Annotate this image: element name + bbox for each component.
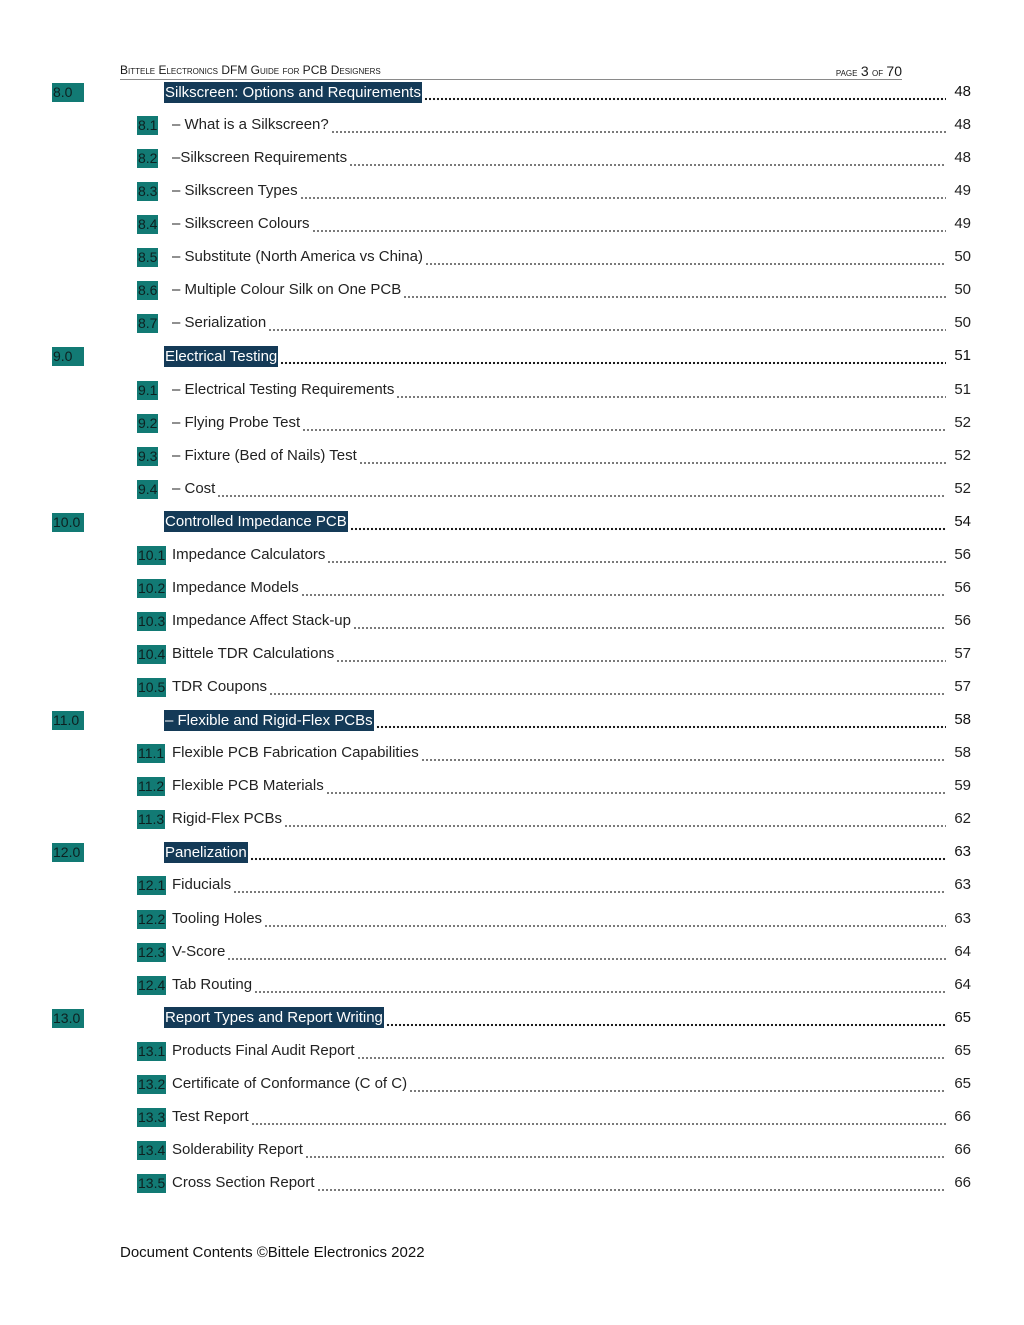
toc-subsection-entry[interactable]: [0, 410, 1024, 436]
toc-entry-page-number: 54: [954, 512, 971, 530]
toc-entry-body: [172, 972, 948, 998]
toc-entry-number: 10.5: [138, 679, 166, 696]
dot-leader: [233, 872, 946, 898]
toc-subsection-entry[interactable]: [0, 773, 1024, 799]
toc-entry-label[interactable]: – Flexible and Rigid-Flex PCBs: [165, 711, 373, 729]
toc-entry-label[interactable]: Report Types and Report Writing: [165, 1009, 383, 1027]
toc-entry-number: 12.4: [138, 976, 166, 993]
toc-entry-number: 8.5: [138, 249, 158, 266]
dot-leader: [425, 244, 946, 270]
toc-entry-body: [164, 1005, 948, 1031]
toc-entry-label[interactable]: Impedance Calculators: [172, 545, 326, 563]
dot-leader: [396, 377, 946, 403]
toc-entry-number: 10.4: [138, 646, 166, 663]
toc-entry-page-number: 65: [954, 1041, 971, 1059]
toc-entry-body: [172, 145, 948, 171]
dot-leader: [350, 509, 946, 535]
toc-entry-number: 8.3: [138, 183, 158, 200]
toc-entry-page-number: 66: [954, 1140, 971, 1158]
toc-subsection-entry[interactable]: [0, 277, 1024, 303]
toc-entry-page-number: 56: [954, 578, 971, 596]
toc-subsection-entry[interactable]: [0, 806, 1024, 832]
toc-entry-number: 11.3: [138, 811, 165, 828]
toc-entry-label[interactable]: Silkscreen: Options and Requirements: [165, 83, 421, 101]
toc-entry-number: 9.1: [138, 381, 158, 398]
toc-entry-number: 13.4: [138, 1141, 166, 1158]
toc-subsection-entry[interactable]: [0, 476, 1024, 502]
toc-subsection-entry[interactable]: [0, 178, 1024, 204]
toc-entry-page-number: 64: [954, 975, 971, 993]
toc-section-entry[interactable]: [0, 79, 1024, 105]
toc-subsection-entry[interactable]: [0, 608, 1024, 634]
page-prefix: page: [835, 65, 858, 79]
toc-entry-number: 8.1: [138, 117, 158, 134]
dot-leader: [331, 112, 946, 138]
document-title: Bittele Electronics DFM Guide for PCB Designers: [120, 63, 381, 77]
toc-entry-body: [172, 806, 948, 832]
toc-entry-page-number: 51: [954, 347, 971, 365]
toc-entry-body: [164, 839, 948, 865]
dot-leader: [353, 608, 946, 634]
toc-entry-number: 12.3: [138, 943, 166, 960]
toc-entry-label[interactable]: Products Final Audit Report: [172, 1041, 355, 1059]
toc-entry-label[interactable]: – Fixture (Bed of Nails) Test: [172, 446, 357, 464]
toc-entry-page-number: 52: [954, 479, 971, 497]
dot-leader: [302, 410, 946, 436]
toc-entry-page-number: 52: [954, 446, 971, 464]
toc-entry-number: 9.3: [138, 447, 158, 464]
toc-entry-page-number: 57: [954, 678, 971, 696]
toc-entry-label[interactable]: Solderability Report: [172, 1140, 303, 1158]
toc-entry-page-number: 49: [954, 215, 971, 233]
toc-entry-body: [172, 277, 948, 303]
toc-entry-page-number: 64: [954, 942, 971, 960]
toc-subsection-entry[interactable]: [0, 310, 1024, 336]
toc-entry-number: 10.3: [138, 612, 166, 629]
toc-subsection-entry[interactable]: [0, 1038, 1024, 1064]
toc-entry-label[interactable]: Fiducials: [172, 876, 232, 894]
toc-entry-body: [172, 740, 948, 766]
toc-entry-page-number: 62: [954, 810, 971, 828]
toc-entry-number: 11.1: [138, 745, 165, 762]
toc-entry-label[interactable]: TDR Coupons: [172, 678, 268, 696]
toc-entry-body: [172, 1137, 948, 1163]
dot-leader: [336, 641, 946, 667]
toc-entry-number: 12.2: [138, 910, 166, 927]
toc-entry-body: [172, 310, 948, 336]
toc-entry-number: 9.4: [138, 480, 158, 497]
dot-leader: [269, 674, 946, 700]
toc-entry-page-number: 66: [954, 1107, 971, 1125]
toc-subsection-entry[interactable]: [0, 211, 1024, 237]
toc-entry-body: [172, 773, 948, 799]
toc-entry-label[interactable]: Tooling Holes: [172, 909, 263, 927]
toc-entry-label[interactable]: – Multiple Colour Silk on One PCB: [172, 281, 402, 299]
toc-subsection-entry[interactable]: [0, 872, 1024, 898]
toc-entry-number: 8.6: [138, 282, 158, 299]
toc-entry-label[interactable]: – Silkscreen Types: [172, 182, 298, 200]
toc-entry-label[interactable]: Impedance Models: [172, 578, 299, 596]
page-indicator: [836, 63, 902, 79]
toc-entry-body: [164, 343, 948, 369]
toc-entry-page-number: 52: [954, 413, 971, 431]
toc-entry-label[interactable]: Panelization: [165, 843, 247, 861]
toc-entry-number: 10.0: [52, 513, 84, 532]
toc-entry-body: [164, 509, 948, 535]
toc-entry-number: 12.0: [52, 843, 84, 862]
toc-entry-body: [164, 79, 948, 105]
toc-entry-label[interactable]: Impedance Affect Stack-up: [172, 611, 351, 629]
toc-entry-body: [172, 178, 948, 204]
toc-entry-body: [172, 542, 948, 568]
toc-entry-label[interactable]: – Electrical Testing Requirements: [172, 380, 395, 398]
toc-subsection-entry[interactable]: [0, 575, 1024, 601]
toc-entry-number: 11.2: [138, 778, 165, 795]
toc-entry-page-number: 50: [954, 248, 971, 266]
toc-entry-number: 13.1: [138, 1042, 166, 1059]
toc-subsection-entry[interactable]: [0, 906, 1024, 932]
toc-entry-body: [172, 443, 948, 469]
toc-entry-body: [172, 1071, 948, 1097]
toc-entry-label[interactable]: – Substitute (North America vs China): [172, 248, 423, 266]
toc-entry-page-number: 49: [954, 182, 971, 200]
toc-entry-page-number: 50: [954, 281, 971, 299]
toc-entry-body: [172, 674, 948, 700]
toc-entry-label[interactable]: Bittele TDR Calculations: [172, 645, 335, 663]
toc-entry-number: 9.2: [138, 414, 158, 431]
toc-entry-body: [172, 1038, 948, 1064]
toc-entry-label[interactable]: Certificate of Conformance (C of C): [172, 1074, 408, 1092]
toc-entry-page-number: 57: [954, 645, 971, 663]
dot-leader: [386, 1005, 946, 1031]
toc-subsection-entry[interactable]: [0, 972, 1024, 998]
toc-entry-body: [172, 1104, 948, 1130]
toc-entry-page-number: 56: [954, 611, 971, 629]
toc-entry-body: [172, 410, 948, 436]
toc-subsection-entry[interactable]: [0, 377, 1024, 403]
dot-leader: [327, 542, 946, 568]
dot-leader: [217, 476, 946, 502]
toc-entry-label[interactable]: Tab Routing: [172, 975, 253, 993]
dot-leader: [326, 773, 946, 799]
dot-leader: [357, 1038, 946, 1064]
toc-entry-body: [172, 939, 948, 965]
page-total: 70: [886, 63, 902, 79]
toc-entry-page-number: 65: [954, 1074, 971, 1092]
toc-entry-body: [172, 244, 948, 270]
toc-subsection-entry[interactable]: [0, 443, 1024, 469]
toc-entry-label[interactable]: – Flying Probe Test: [172, 413, 301, 431]
toc-subsection-entry[interactable]: [0, 939, 1024, 965]
toc-entry-body: [172, 211, 948, 237]
dot-leader: [424, 79, 946, 105]
dot-leader: [300, 178, 946, 204]
dot-leader: [305, 1137, 946, 1163]
toc-entry-body: [164, 707, 948, 733]
toc-entry-page-number: 51: [954, 380, 971, 398]
toc-entry-page-number: 56: [954, 545, 971, 563]
toc-entry-number: 8.4: [138, 216, 158, 233]
toc-entry-number: 13.5: [138, 1174, 166, 1191]
toc-subsection-entry[interactable]: [0, 1104, 1024, 1130]
toc-subsection-entry[interactable]: [0, 674, 1024, 700]
toc-subsection-entry[interactable]: [0, 244, 1024, 270]
toc-entry-body: [172, 641, 948, 667]
toc-entry-page-number: 63: [954, 876, 971, 894]
dot-leader: [251, 1104, 946, 1130]
dot-leader: [227, 939, 946, 965]
toc-entry-label[interactable]: – Serialization: [172, 314, 267, 332]
toc-entry-label[interactable]: – What is a Silkscreen?: [172, 116, 329, 134]
toc-entry-label[interactable]: – Cost: [172, 479, 216, 497]
toc-entry-number: 13.3: [138, 1108, 166, 1125]
toc-entry-number: 12.1: [138, 877, 166, 894]
dot-leader: [359, 443, 946, 469]
dot-leader: [376, 707, 946, 733]
toc-section-entry[interactable]: [0, 1005, 1024, 1031]
dot-leader: [409, 1071, 946, 1097]
toc-entry-page-number: 65: [954, 1008, 971, 1026]
dot-leader: [421, 740, 946, 766]
toc-section-entry[interactable]: [0, 839, 1024, 865]
toc-entry-body: [172, 872, 948, 898]
toc-entry-body: [172, 377, 948, 403]
toc-entry-page-number: 48: [954, 83, 971, 100]
toc-section-entry[interactable]: [0, 707, 1024, 733]
toc-entry-body: [172, 608, 948, 634]
toc-subsection-entry[interactable]: [0, 1137, 1024, 1163]
page-current: 3: [860, 63, 869, 79]
toc-entry-label[interactable]: Controlled Impedance PCB: [165, 513, 347, 531]
dot-leader: [349, 145, 946, 171]
toc-subsection-entry[interactable]: [0, 112, 1024, 138]
toc-entry-number: 8.2: [138, 150, 158, 167]
toc-entry-number: 9.0: [52, 347, 84, 366]
toc-section-entry[interactable]: [0, 343, 1024, 369]
toc-subsection-entry[interactable]: [0, 641, 1024, 667]
toc-entry-page-number: 59: [954, 777, 971, 795]
toc-entry-number: 8.0: [52, 83, 84, 102]
page-of: of: [871, 65, 884, 79]
dot-leader: [312, 211, 946, 237]
toc-section-entry[interactable]: [0, 509, 1024, 535]
toc-entry-label[interactable]: Test Report: [172, 1107, 249, 1125]
toc-entry-page-number: 66: [954, 1173, 971, 1191]
toc-entry-number: 8.7: [138, 315, 158, 332]
toc-entry-page-number: 48: [954, 149, 971, 167]
toc-entry-number: 11.0: [52, 711, 84, 730]
toc-entry-label[interactable]: – Silkscreen Colours: [172, 215, 310, 233]
toc-subsection-entry[interactable]: [0, 1170, 1024, 1196]
toc-entry-body: [172, 906, 948, 932]
toc-entry-label[interactable]: Cross Section Report: [172, 1173, 315, 1191]
toc-entry-label[interactable]: Flexible PCB Materials: [172, 777, 324, 795]
toc-entry-number: 10.1: [138, 546, 166, 563]
toc-entry-label[interactable]: –Silkscreen Requirements: [172, 149, 348, 167]
toc-entry-page-number: 63: [954, 909, 971, 927]
dot-leader: [284, 806, 946, 832]
page-footer: Document Contents ©Bittele Electronics 2022: [120, 1244, 425, 1261]
toc-entry-page-number: 58: [954, 744, 971, 762]
toc-entry-label[interactable]: Electrical Testing: [165, 347, 278, 365]
page-header: [120, 63, 902, 80]
toc-entry-number: 13.0: [52, 1009, 84, 1028]
toc-entry-label[interactable]: Rigid-Flex PCBs: [172, 810, 283, 828]
toc-entry-page-number: 50: [954, 314, 971, 332]
toc-entry-body: [172, 476, 948, 502]
toc-entry-page-number: 58: [954, 711, 971, 729]
dot-leader: [317, 1170, 946, 1196]
dot-leader: [254, 972, 946, 998]
toc-entry-page-number: 63: [954, 843, 971, 861]
dot-leader: [264, 906, 946, 932]
toc-subsection-entry[interactable]: [0, 740, 1024, 766]
toc-entry-page-number: 48: [954, 116, 971, 134]
toc-subsection-entry[interactable]: [0, 542, 1024, 568]
toc-entry-number: 13.2: [138, 1075, 166, 1092]
dot-leader: [268, 310, 946, 336]
dot-leader: [301, 575, 946, 601]
toc-entry-body: [172, 1170, 948, 1196]
toc-entry-number: 10.2: [138, 579, 166, 596]
toc-entry-label[interactable]: V-Score: [172, 942, 226, 960]
toc-entry-label[interactable]: Flexible PCB Fabrication Capabilities: [172, 744, 419, 762]
dot-leader: [280, 343, 946, 369]
toc-subsection-entry[interactable]: [0, 1071, 1024, 1097]
toc-entry-body: [172, 575, 948, 601]
dot-leader: [403, 277, 946, 303]
toc-subsection-entry[interactable]: [0, 145, 1024, 171]
dot-leader: [250, 839, 946, 865]
toc-entry-body: [172, 112, 948, 138]
